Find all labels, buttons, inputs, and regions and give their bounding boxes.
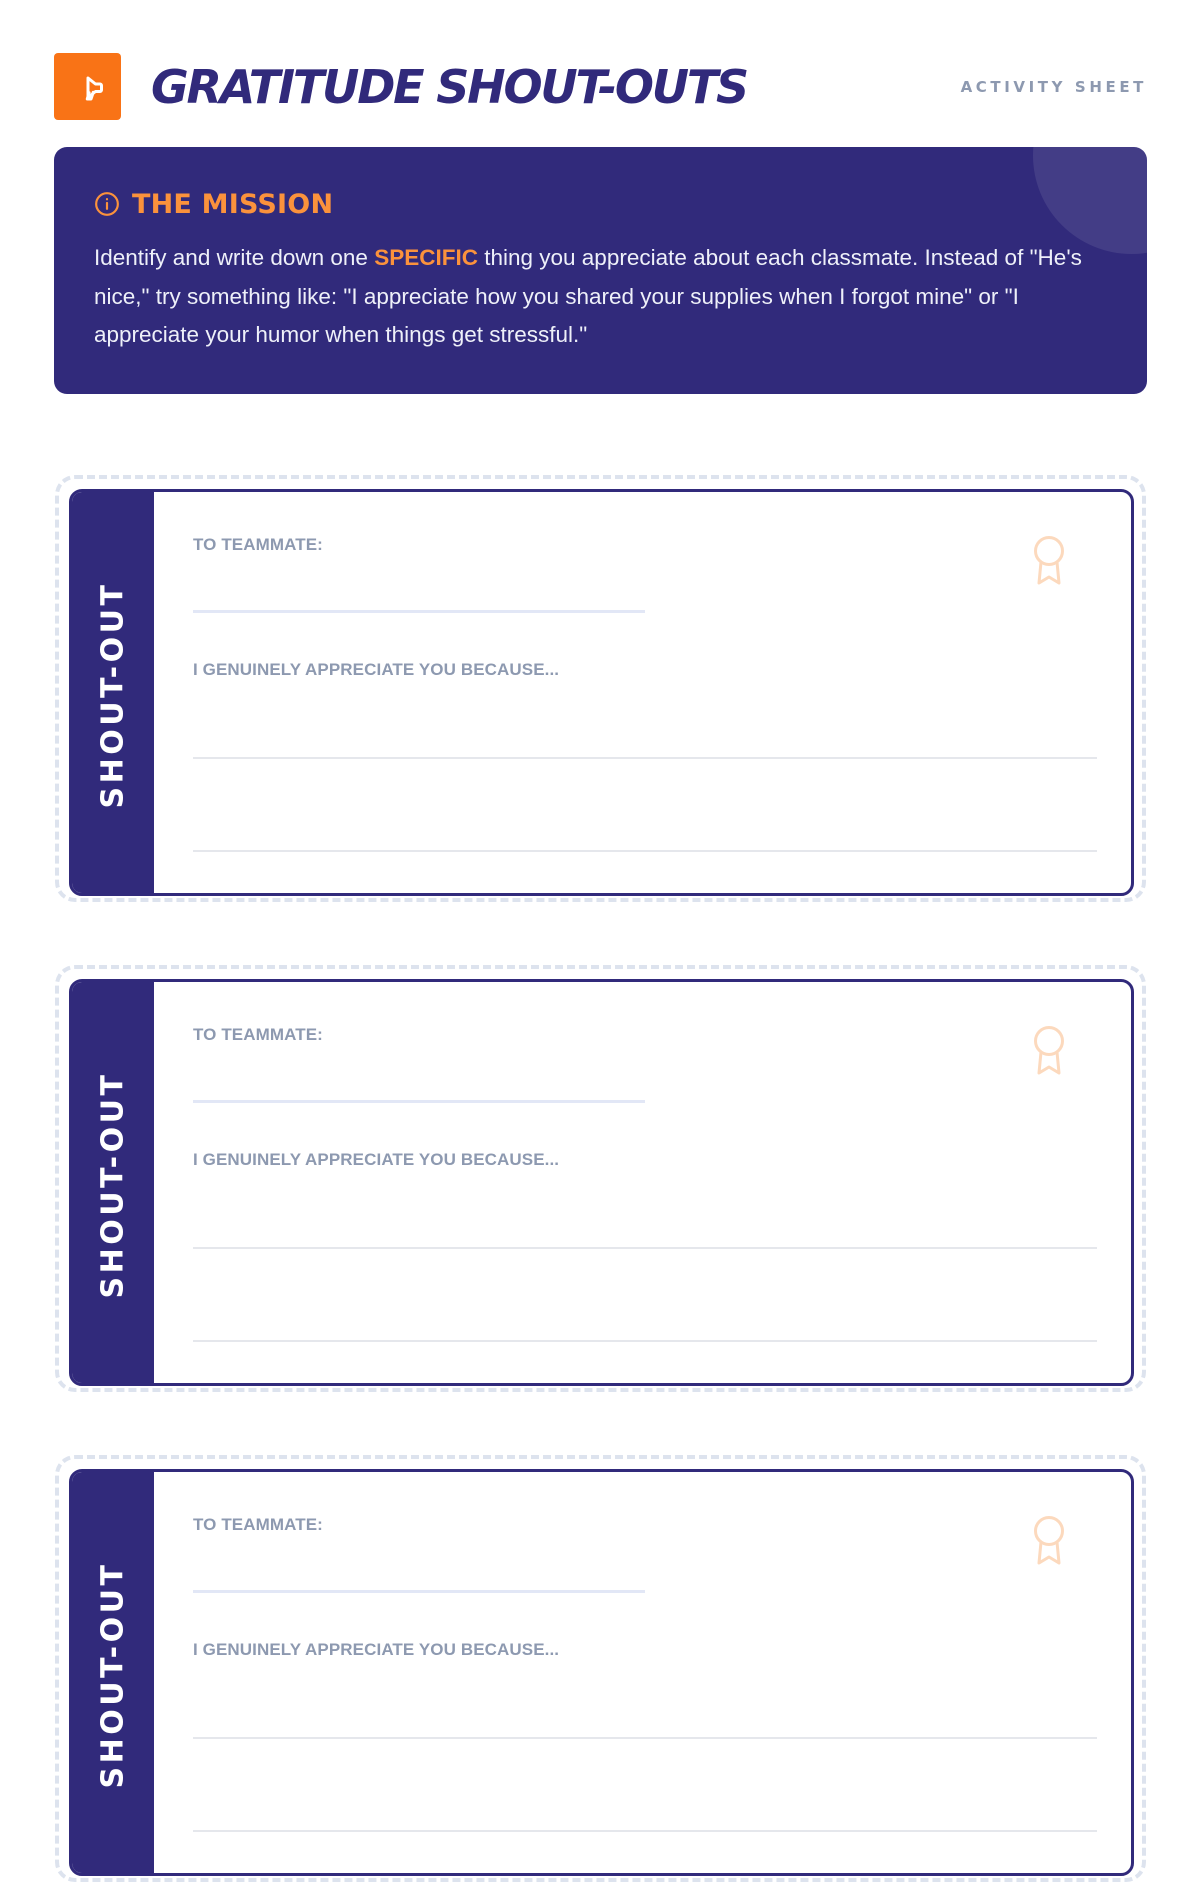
shout-out-card <box>69 489 1134 896</box>
appreciate-label: I GENUINELY APPRECIATE YOU BECAUSE... <box>193 1150 560 1169</box>
card-side-banner <box>72 982 154 1383</box>
teammate-name-line[interactable] <box>193 1590 645 1593</box>
shout-out-card <box>69 1469 1134 1876</box>
appreciate-label: I GENUINELY APPRECIATE YOU BECAUSE... <box>193 660 560 679</box>
mission-text-start: Identify and write down one <box>94 245 375 270</box>
mission-banner <box>54 147 1147 394</box>
page-header <box>54 53 1147 120</box>
info-icon <box>94 191 120 217</box>
to-teammate-label: TO TEAMMATE: <box>193 535 323 554</box>
teammate-name-line[interactable] <box>193 610 645 613</box>
card-side-banner <box>72 492 154 893</box>
mission-heading <box>94 187 333 221</box>
card-side-label: SHOUT-OUT <box>95 581 131 809</box>
appreciation-writing-line[interactable] <box>193 850 1097 852</box>
to-teammate-label: TO TEAMMATE: <box>193 1025 323 1044</box>
page-title: GRATITUDE SHOUT-OUTS <box>151 60 747 114</box>
appreciation-writing-line[interactable] <box>193 757 1097 759</box>
award-ribbon-icon <box>1031 534 1067 586</box>
appreciation-writing-line[interactable] <box>193 1737 1097 1739</box>
decorative-circle <box>1033 147 1147 254</box>
card-side-label: SHOUT-OUT <box>95 1071 131 1299</box>
appreciate-label: I GENUINELY APPRECIATE YOU BECAUSE... <box>193 1640 560 1659</box>
appreciation-writing-line[interactable] <box>193 1340 1097 1342</box>
appreciation-writing-line[interactable] <box>193 1247 1097 1249</box>
shout-out-card-cutline <box>55 965 1146 1392</box>
shout-out-card-cutline <box>55 475 1146 902</box>
appreciation-writing-line[interactable] <box>193 1830 1097 1832</box>
mission-text-end: thing you appreciate about each classmate. Instead of "He's nice," try something like: "I appreciate how you shared your supplies when I forgot mine" or "I appreciate your humor when things get stressful." <box>94 245 1082 347</box>
activity-sheet-label: ACTIVITY SHEET <box>960 78 1147 96</box>
to-teammate-label: TO TEAMMATE: <box>193 1515 323 1534</box>
shout-out-card <box>69 979 1134 1386</box>
card-side-label: SHOUT-OUT <box>95 1561 131 1789</box>
megaphone-icon <box>54 53 121 120</box>
card-side-banner <box>72 1472 154 1873</box>
shout-out-card-cutline <box>55 1455 1146 1882</box>
mission-instructions <box>94 239 1114 355</box>
mission-highlight: SPECIFIC <box>374 245 478 270</box>
teammate-name-line[interactable] <box>193 1100 645 1103</box>
award-ribbon-icon <box>1031 1024 1067 1076</box>
mission-title: THE MISSION <box>132 188 334 220</box>
award-ribbon-icon <box>1031 1514 1067 1566</box>
